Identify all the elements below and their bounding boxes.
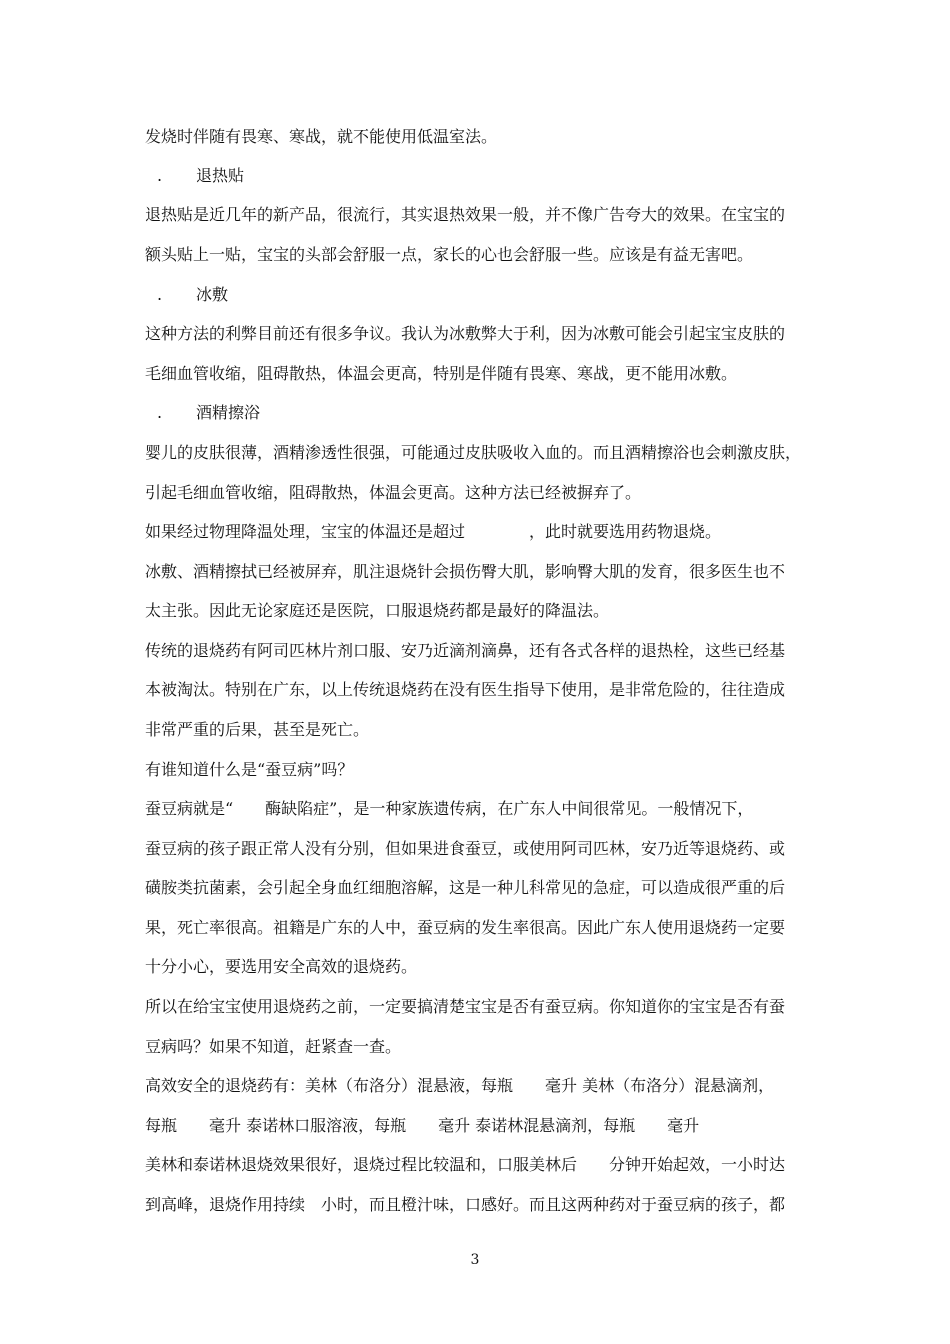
paragraph-line: 如果经过物理降温处理，宝宝的体温还是超过 ，此时就要选用药物退烧。 — [145, 522, 722, 541]
paragraph-line: 磺胺类抗菌素，会引起全身血红细胞溶解，这是一种儿科常见的急症，可以造成很严重的后 — [145, 878, 786, 897]
page-number: 3 — [470, 1252, 480, 1268]
paragraph-line: 到高峰，退烧作用持续 小时，而且橙汁味，口感好。而且这两种药对于蚕豆病的孩子，都 — [145, 1195, 786, 1214]
paragraph-line: 冰敷、酒精擦拭已经被屏弃，肌注退烧针会损伤臀大肌，影响臀大肌的发育，很多医生也不 — [145, 562, 786, 581]
bullet-marker: . — [157, 285, 163, 304]
paragraph-line: 额头贴上一贴，宝宝的头部会舒服一点，家长的心也会舒服一些。应该是有益无害吧。 — [145, 245, 754, 264]
paragraph-line: 退热贴是近几年的新产品，很流行，其实退热效果一般，并不像广告夸大的效果。在宝宝的 — [145, 205, 786, 224]
section-heading-cooling-patch: 退热贴 — [196, 166, 245, 185]
paragraph-line: 十分小心，要选用安全高效的退烧药。 — [145, 957, 418, 976]
paragraph-line: 豆病吗？如果不知道，赶紧查一查。 — [145, 1037, 402, 1056]
paragraph-line: 每瓶 毫升 泰诺林口服溶液，每瓶 毫升 泰诺林混悬滴剂，每瓶 毫升 — [145, 1116, 700, 1135]
paragraph-line: 蚕豆病的孩子跟正常人没有分别，但如果进食蚕豆，或使用阿司匹林，安乃近等退烧药、或 — [145, 839, 786, 858]
paragraph-line: 本被淘汰。特别在广东，以上传统退烧药在没有医生指导下使用，是非常危险的，往往造成 — [145, 680, 786, 699]
paragraph-line: 太主张。因此无论家庭还是医院，口服退烧药都是最好的降温法。 — [145, 601, 610, 620]
paragraph-line: 传统的退烧药有阿司匹林片剂口服、安乃近滴剂滴鼻，还有各式各样的退热栓，这些已经基 — [145, 641, 786, 660]
paragraph-line: 这种方法的利弊目前还有很多争议。我认为冰敷弊大于利，因为冰敷可能会引起宝宝皮肤的 — [145, 324, 786, 343]
paragraph-line: 美林和泰诺林退烧效果很好，退烧过程比较温和，口服美林后 分钟开始起效，一小时达 — [145, 1155, 786, 1174]
paragraph-line: 所以在给宝宝使用退烧药之前，一定要搞清楚宝宝是否有蚕豆病。你知道你的宝宝是否有蚕 — [145, 997, 786, 1016]
section-heading-ice-compress: 冰敷 — [196, 285, 229, 304]
paragraph-line: 非常严重的后果，甚至是死亡。 — [145, 720, 370, 739]
paragraph-line: 果，死亡率很高。祖籍是广东的人中，蚕豆病的发生率很高。因此广东人使用退烧药一定要 — [145, 918, 786, 937]
paragraph-line: 有谁知道什么是“蚕豆病”吗？ — [145, 760, 354, 779]
paragraph-line: 高效安全的退烧药有：美林（布洛分）混悬液，每瓶 毫升 美林（布洛分）混悬滴剂， — [145, 1076, 775, 1095]
section-heading-alcohol-bath: 酒精擦浴 — [196, 403, 261, 422]
paragraph-line: 婴儿的皮肤很薄，酒精渗透性很强，可能通过皮肤吸收入血的。而且酒精擦浴也会刺激皮肤， — [145, 443, 802, 462]
bullet-marker: . — [157, 166, 163, 185]
bullet-marker: . — [157, 403, 163, 422]
paragraph-line: 引起毛细血管收缩，阻碍散热，体温会更高。这种方法已经被摒弃了。 — [145, 483, 642, 502]
paragraph-line: 蚕豆病就是“ 酶缺陷症”，是一种家族遗传病，在广东人中间很常见。一般情况下， — [145, 799, 754, 818]
paragraph-line: 毛细血管收缩，阻碍散热，体温会更高，特别是伴随有畏寒、寒战，更不能用冰敷。 — [145, 364, 738, 383]
paragraph-line: 发烧时伴随有畏寒、寒战，就不能使用低温室法。 — [145, 127, 498, 146]
